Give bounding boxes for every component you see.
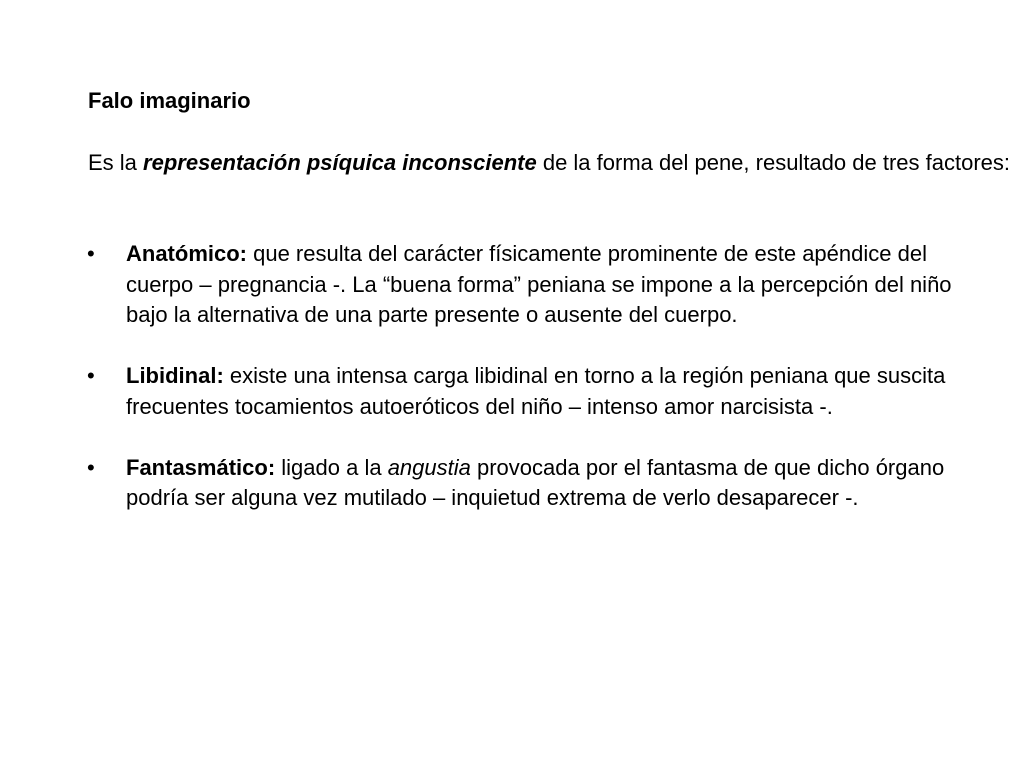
bullet-term: Fantasmático:	[126, 454, 276, 480]
bullet-text-after: provocada por el fantasma de que dicho órgano podría ser alguna vez mutilado – inquietud extrema de verlo desaparecer -.	[126, 454, 945, 510]
bullet-fantasmatico	[88, 453, 988, 514]
bullet-icon: •	[87, 454, 95, 480]
bullet-text: que resulta del carácter físicamente prominente de este apéndice del cuerpo – pregnancia -. La “buena forma” peniana se impone a la percepción del niño bajo la alternativa de una parte presente o ausente del cuerpo.	[126, 241, 952, 327]
bullet-term: Anatómico:	[126, 241, 247, 266]
slide-title: Falo imaginario	[88, 88, 251, 113]
bullet-libidinal	[88, 361, 988, 422]
intro-text-before: Es la	[88, 150, 144, 175]
bullet-text: existe una intensa carga libidinal en torno a la región peniana que suscita frecuentes tocamientos autoeróticos del niño – intenso amor narcisista -.	[126, 363, 946, 419]
factor-list	[88, 239, 988, 544]
bullet-icon: •	[87, 241, 95, 266]
bullet-italic-term: angustia	[387, 454, 471, 480]
bullet-term: Libidinal:	[126, 363, 224, 388]
bullet-anatomico	[88, 239, 988, 331]
bullet-icon: •	[87, 363, 95, 388]
intro-text-after: de la forma del pene, resultado de tres factores:	[536, 150, 1010, 175]
intro-emphasis: representación psíquica inconsciente	[143, 150, 537, 175]
bullet-text-before: ligado a la	[275, 454, 388, 480]
intro-paragraph	[88, 148, 1024, 179]
